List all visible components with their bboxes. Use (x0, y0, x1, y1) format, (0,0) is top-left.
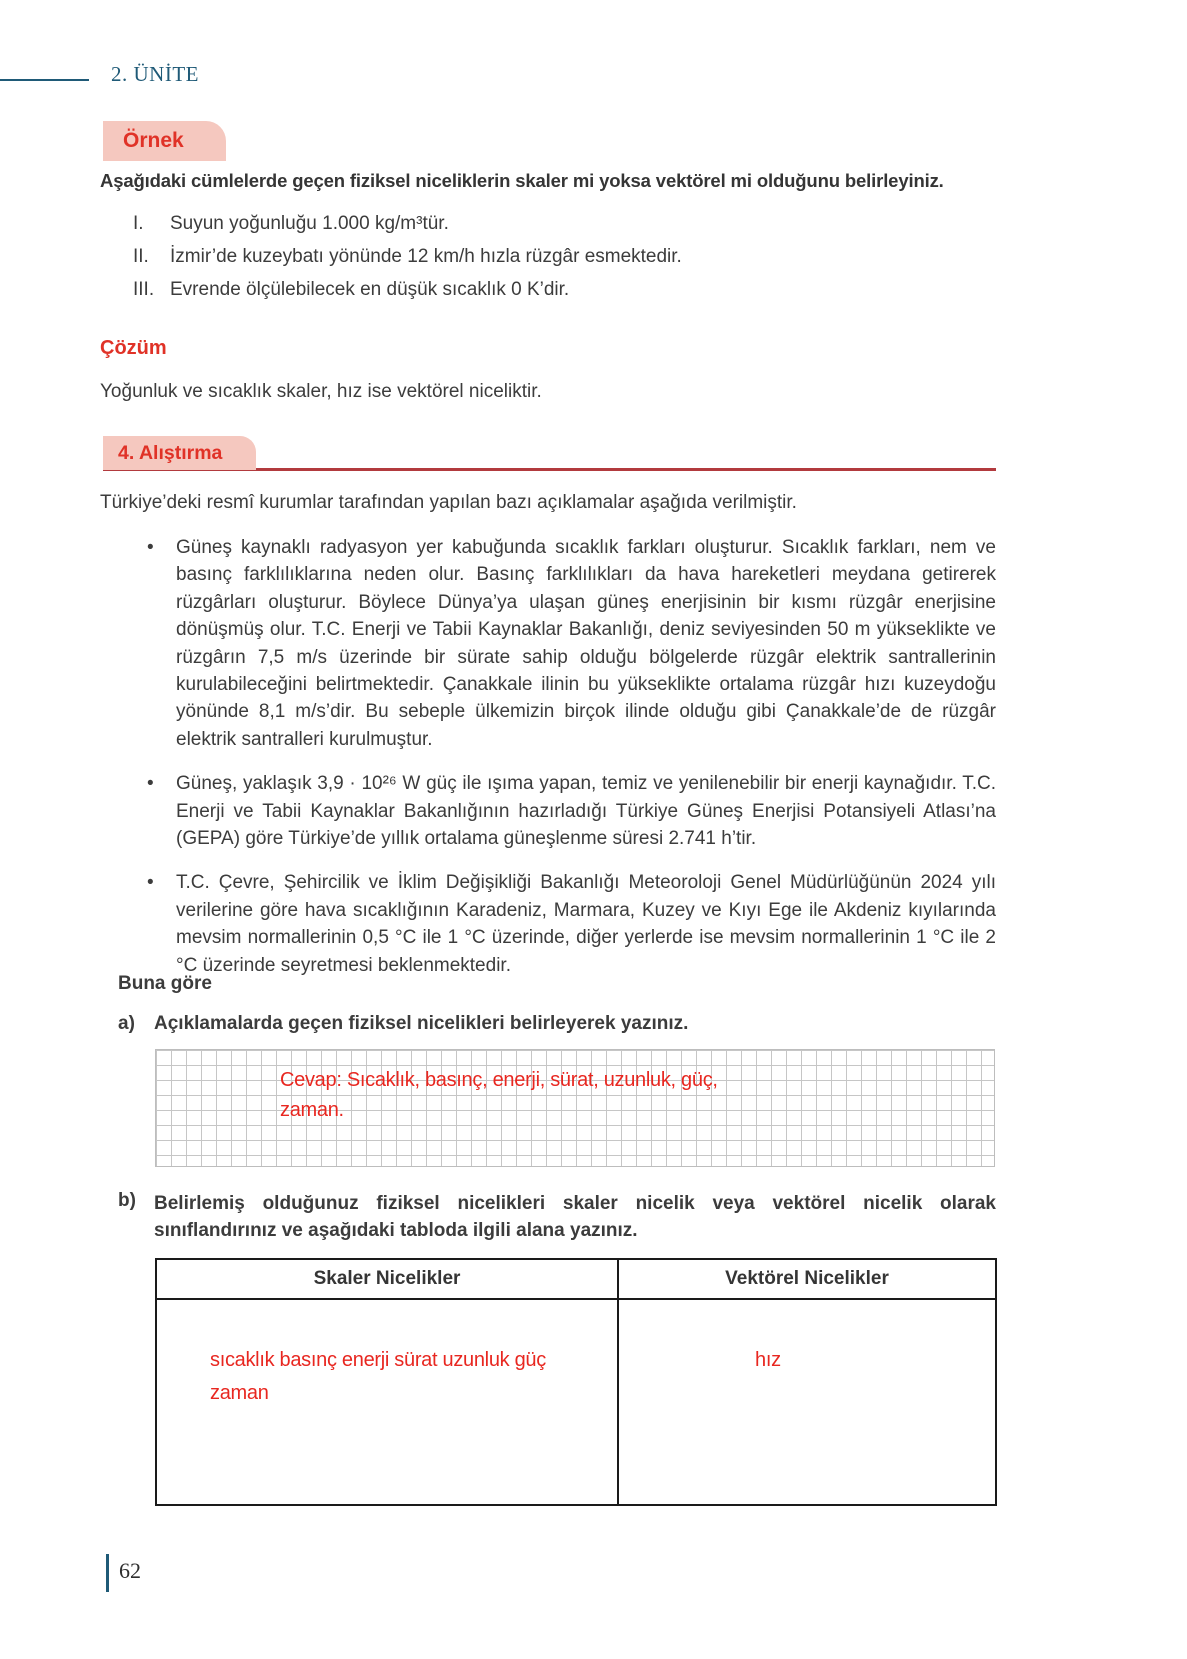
example-item-list (133, 212, 995, 311)
table-header-row (156, 1259, 996, 1299)
example-item (133, 278, 995, 302)
vector-answers-cell: hız (618, 1299, 996, 1505)
bullet-item (145, 534, 996, 753)
item-numeral: III. (133, 279, 155, 300)
item-text: Suyun yoğunluğu 1.000 kg/m³tür. (170, 213, 449, 234)
bullet-list (145, 534, 996, 996)
solution-heading: Çözüm (100, 337, 167, 359)
bullet-item (145, 770, 996, 852)
item-text: İzmir’de kuzeybatı yönünde 12 km/h hızla rüzgâr esmektedir. (170, 246, 682, 267)
item-text: Evrende ölçülebilecek en düşük sıcaklık 0 K’dir. (170, 279, 570, 300)
answer-grid-area (155, 1049, 995, 1167)
quantities-table (155, 1258, 997, 1506)
part-b-question: Belirlemiş olduğunuz fiziksel nicelikleri skaler nicelik veya vektörel nicelik olarak sınıflandırınız ve aşağıdaki tabloda ilgili alana yazınız. (154, 1193, 996, 1242)
unit-label: 2. ÜNİTE (111, 62, 199, 86)
part-a-question: Açıklamalarda geçen fiziksel nicelikleri belirleyerek yazınız. (154, 1013, 689, 1034)
bullet-text: T.C. Çevre, Şehircilik ve İklim Değişikliği Bakanlığı Meteoroloji Genel Müdürlüğünün 2024 yılı verilerine göre hava sıcaklığının Karadeniz, Marmara, Kuzey ve Kıyı Ege ile Akdeniz kıyılarında mevsim normallerinin 0,5 °C ile 1 °C üzerinde, diğer yerlerde ise mevsim normallerinin 1 °C ile 2 °C üzerinde seyretmesi beklenmektedir. (176, 872, 996, 976)
part-a-label: a) (118, 1013, 135, 1034)
example-badge-label: Örnek (123, 129, 184, 152)
part-a-answer-line: Cevap: Sıcaklık, basınç, enerji, sürat, uzunluk, güç, (280, 1069, 718, 1091)
exercise-intro: Türkiye’deki resmî kurumlar tarafından yapılan bazı açıklamalar aşağıda verilmiştir. (100, 492, 797, 513)
exercise-badge (103, 436, 256, 470)
exercise-badge-label: 4. Alıştırma (118, 441, 223, 464)
lead-in-text: Buna göre (118, 973, 212, 994)
bullet-icon: • (147, 773, 154, 795)
bullet-item (145, 869, 996, 979)
table-header-scalar: Skaler Nicelikler (156, 1259, 618, 1299)
example-prompt: Aşağıdaki cümlelerde geçen fiziksel niceliklerin skaler mi yoksa vektörel mi olduğunu belirleyiniz. (100, 170, 944, 191)
table-answer-row (156, 1299, 996, 1505)
bullet-icon: • (147, 872, 154, 894)
table-header-vector: Vektörel Nicelikler (618, 1259, 996, 1299)
footer-accent-bar (106, 1554, 109, 1592)
item-numeral: I. (133, 213, 144, 234)
example-item (133, 245, 995, 269)
bullet-text: Güneş kaynaklı radyasyon yer kabuğunda sıcaklık farkları oluşturur. Sıcaklık farkları, nem ve basınç farklılıklarına neden olur. Basınç farklılıkları da hava hareketleri meydana getirerek rüzgârları oluşturur. Böylece Dünya’ya ulaşan güneş enerjisinin bir kısmı rüzgâr enerjisine dönüşmüş olur. T.C. Enerji ve Tabii Kaynaklar Bakanlığı, deniz seviyesinden 50 m yükseklikte ve rüzgârın 7,5 m/s üzerinde bir sürate sahip olduğu bölgelerde rüzgâr elektrik santrallerinin kurulabileceğini belirtmektedir. Çanakkale ilinin bu yükseklikte ortalama rüzgâr hızı kuzeydoğu yönünde 8,1 m/s’dir. Bu sebeple ülkemizin birçok ilinde olduğu gibi Çanakkale’de de rüzgâr elektrik santralleri kurulmuştur. (176, 537, 996, 750)
page-number: 62 (119, 1558, 141, 1583)
part-b-label: b) (118, 1190, 136, 1211)
example-item (133, 212, 995, 236)
scalar-answers-cell: sıcaklık basınç enerji sürat uzunluk güç zaman (156, 1299, 618, 1505)
example-badge (103, 121, 226, 161)
part-a-answer-line: zaman. (280, 1099, 344, 1121)
item-numeral: II. (133, 246, 149, 267)
bullet-icon: • (147, 537, 154, 558)
unit-header-line (0, 79, 89, 81)
bullet-text: Güneş, yaklaşık 3,9 · 10²⁶ W güç ile ışıma yapan, temiz ve yenilenebilir bir enerji kaynağıdır. T.C. Enerji ve Tabii Kaynaklar Bakanlığının hazırladığı Türkiye Güneş Enerjisi Potansiyeli Atlası’na (GEPA) göre Türkiye’de yıllık ortalama güneşlenme süresi 2.741 h’tir. (176, 773, 996, 850)
solution-text: Yoğunluk ve sıcaklık skaler, hız ise vektörel niceliktir. (100, 381, 542, 402)
